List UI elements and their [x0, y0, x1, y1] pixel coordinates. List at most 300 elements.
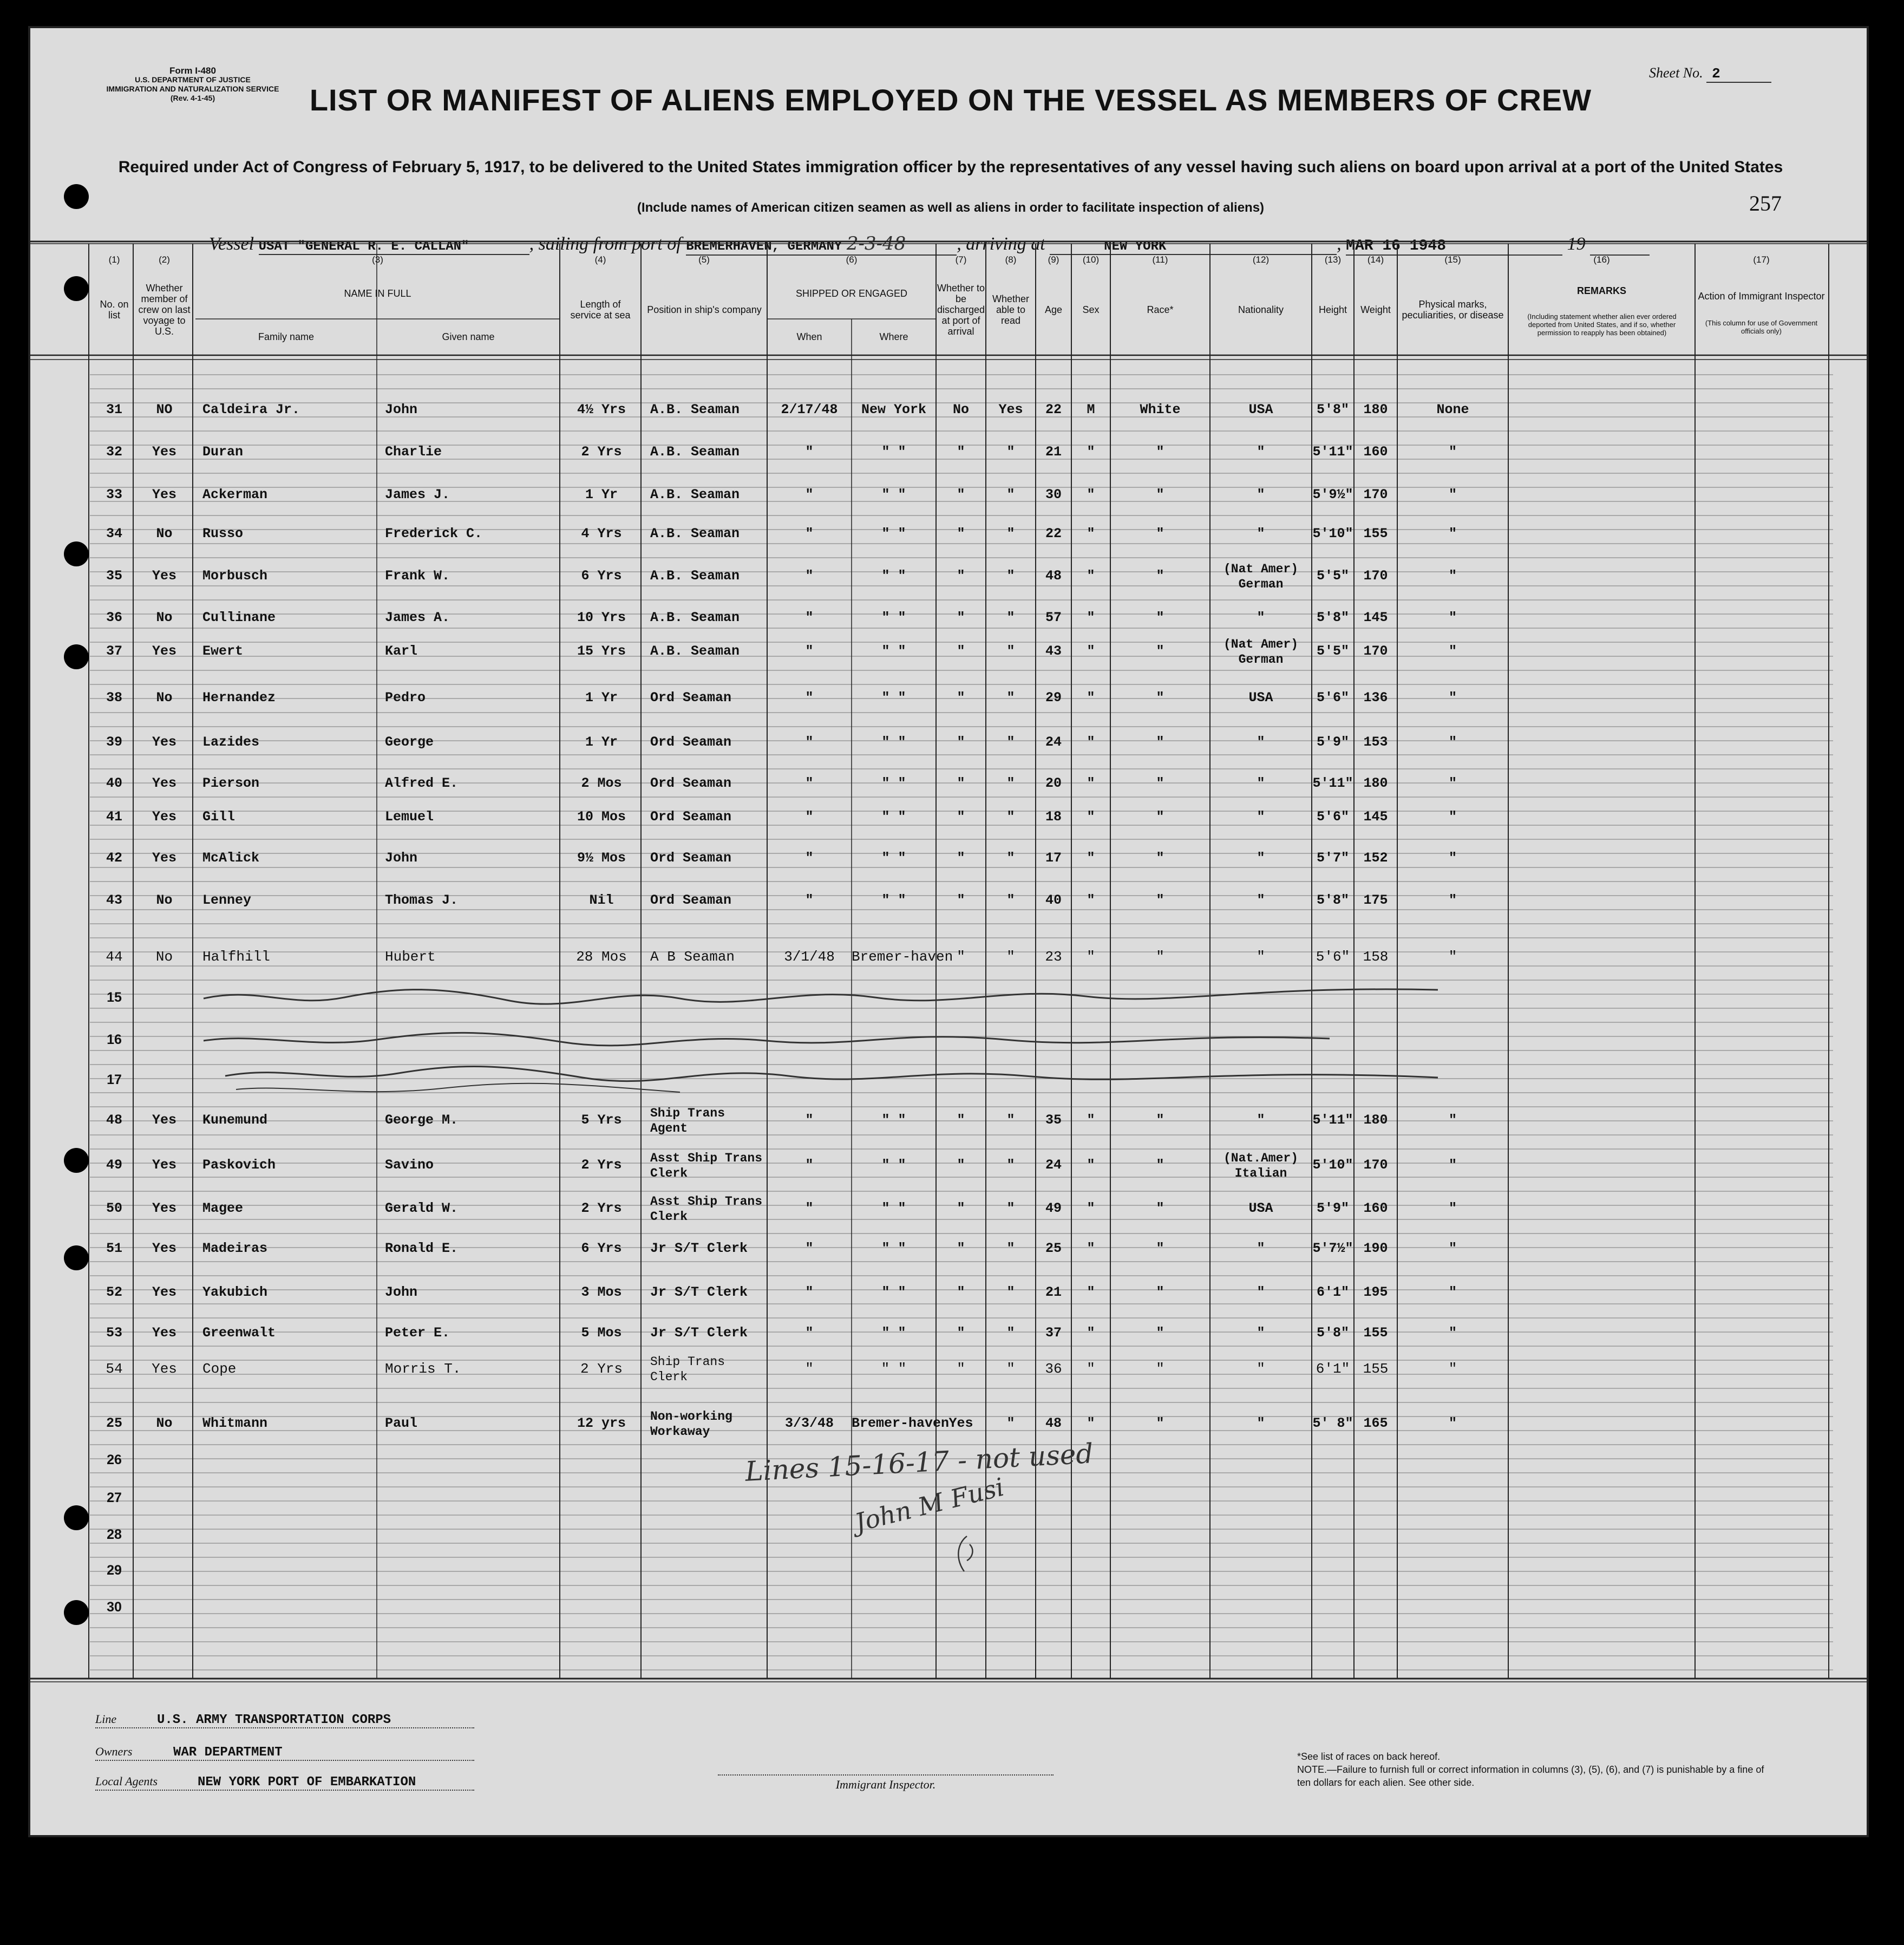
- cell-race: ": [1156, 1112, 1164, 1128]
- cell-no: 49: [106, 1157, 122, 1173]
- document-subnote: (Include names of American citizen seamen as well as aliens in order to facilitate inspection of aliens): [637, 200, 1265, 215]
- col-header-service: Length of service at sea: [570, 299, 631, 321]
- col-header-where: Where: [879, 331, 908, 342]
- cell-when: ": [805, 568, 814, 584]
- cell-marks: ": [1448, 487, 1457, 502]
- cell-sex: ": [1087, 568, 1095, 584]
- cell-given: John: [385, 402, 418, 417]
- cell-when: ": [805, 610, 814, 625]
- cell-discharged: ": [957, 610, 965, 625]
- cell-service: 6 Yrs: [581, 568, 622, 584]
- cell-weight: 160: [1363, 444, 1388, 460]
- cell-nationality: ": [1257, 734, 1265, 750]
- col-num: (14): [1367, 254, 1384, 265]
- cell-crew: Yes: [152, 1157, 176, 1173]
- cell-when: 3/3/48: [784, 1415, 834, 1431]
- col-num: (5): [698, 254, 710, 265]
- arriving-label: , arriving at: [957, 234, 1045, 254]
- cell-age: 49: [1045, 1200, 1062, 1216]
- cell-race: ": [1156, 1241, 1164, 1256]
- cancel-scribble: [204, 1033, 1330, 1046]
- cell-marks: ": [1448, 1241, 1457, 1256]
- cell-read: ": [1006, 775, 1015, 791]
- cell-position: Jr S/T Clerk: [650, 1241, 748, 1256]
- cell-read: ": [1006, 1361, 1015, 1377]
- cell-where: " ": [881, 487, 906, 502]
- cell-height: 5'8": [1316, 1325, 1349, 1341]
- col-num: (10): [1082, 254, 1100, 265]
- cell-family: Magee: [202, 1200, 244, 1216]
- footer-line-field: [95, 1712, 474, 1728]
- document-title: LIST OR MANIFEST OF ALIENS EMPLOYED ON THE VESSEL AS MEMBERS OF CREW: [309, 83, 1592, 117]
- cell-sex: ": [1087, 1200, 1095, 1216]
- cell-age: 43: [1045, 643, 1062, 659]
- cell-given: Savino: [385, 1157, 434, 1173]
- cell-read: ": [1006, 526, 1015, 541]
- cell-service: 3 Mos: [581, 1284, 622, 1300]
- col-num: (4): [594, 254, 606, 265]
- cell-service: 9½ Mos: [577, 850, 626, 866]
- cell-no: 30: [107, 1600, 122, 1615]
- cell-nationality: ": [1257, 526, 1265, 541]
- cell-given: George M.: [385, 1112, 459, 1128]
- cell-age: 30: [1045, 487, 1062, 502]
- cell-given: Gerald W.: [385, 1200, 459, 1216]
- cell-no: 42: [106, 850, 122, 866]
- cell-service: 2 Yrs: [581, 444, 622, 460]
- col-num: (13): [1324, 254, 1342, 265]
- col-num: (9): [1048, 254, 1059, 265]
- cell-where: " ": [881, 1157, 906, 1173]
- cell-nationality: ": [1257, 850, 1265, 866]
- cell-when: ": [805, 1241, 814, 1256]
- cell-read: ": [1006, 1284, 1015, 1300]
- cell-when: 2/17/48: [781, 402, 838, 417]
- cell-service: 1 Yr: [585, 487, 618, 502]
- cell-age: 29: [1045, 690, 1062, 706]
- cell-marks: ": [1448, 949, 1457, 965]
- cancel-scribble: [204, 989, 1438, 1004]
- cell-family: Duran: [202, 444, 244, 460]
- cell-read: ": [1006, 1200, 1015, 1216]
- footer-line-value: U.S. ARMY TRANSPORTATION CORPS: [157, 1713, 391, 1727]
- cell-height: 6'1": [1316, 1361, 1350, 1377]
- cell-age: 22: [1045, 402, 1062, 417]
- cell-discharged: ": [957, 690, 965, 706]
- cell-crew: Yes: [152, 1200, 176, 1216]
- cell-read: ": [1006, 734, 1015, 750]
- cell-where: " ": [881, 1241, 906, 1256]
- cell-nationality: ": [1257, 1325, 1265, 1341]
- cell-family: Cullinane: [202, 610, 276, 625]
- col-header-read: Whether able to read: [992, 293, 1030, 326]
- cell-discharged: ": [957, 775, 965, 791]
- cell-read: ": [1006, 1325, 1015, 1341]
- col-header-crew: Whether member of crew on last voyage to U.S.: [138, 283, 191, 337]
- cell-marks: ": [1448, 568, 1457, 584]
- cell-family: Paskovich: [202, 1157, 276, 1173]
- cell-weight: 180: [1363, 402, 1388, 417]
- cell-read: ": [1006, 1241, 1015, 1256]
- cell-discharged: ": [957, 526, 965, 541]
- cell-where: " ": [881, 444, 906, 460]
- cell-nationality: (Nat Amer) German: [1223, 637, 1299, 667]
- cell-weight: 170: [1363, 643, 1388, 659]
- col-num: (15): [1444, 254, 1461, 265]
- cell-no: 16: [107, 1032, 122, 1047]
- cell-no: 36: [106, 610, 122, 625]
- cell-crew: Yes: [152, 850, 176, 866]
- cell-where: New York: [861, 402, 927, 417]
- col-header-marks: Physical marks, peculiarities, or disease: [1402, 299, 1504, 321]
- form-id-line: IMMIGRATION AND NATURALIZATION SERVICE: [106, 84, 279, 93]
- cell-no: 44: [106, 949, 123, 965]
- cell-discharged: ": [957, 1241, 965, 1256]
- cell-family: Russo: [202, 526, 244, 541]
- cell-height: 5'11": [1312, 775, 1353, 791]
- cell-race: ": [1156, 949, 1164, 965]
- cell-family: Morbusch: [202, 568, 268, 584]
- cell-where: " ": [881, 775, 906, 791]
- cell-nationality: (Nat Amer) German: [1223, 562, 1299, 591]
- cell-no: 39: [106, 734, 122, 750]
- col-num: (6): [846, 254, 858, 265]
- cell-weight: 152: [1363, 850, 1388, 866]
- col-num: (7): [955, 254, 967, 265]
- cell-position: A B Seaman: [650, 949, 735, 965]
- cell-sex: ": [1087, 610, 1095, 625]
- cell-weight: 155: [1363, 1361, 1389, 1377]
- cell-crew: Yes: [152, 809, 176, 825]
- cell-when: ": [805, 1200, 814, 1216]
- cell-height: 5'9": [1316, 1200, 1349, 1216]
- inspector-signature-line: [718, 1774, 1054, 1792]
- cell-read: ": [1006, 1415, 1015, 1431]
- sheet-number-label: Sheet No.: [1649, 65, 1703, 81]
- cell-age: 24: [1045, 734, 1062, 750]
- cell-crew: Yes: [152, 444, 176, 460]
- col-header-action-note: (This column for use of Government officials only): [1705, 319, 1818, 335]
- sailing-date-handwritten: 2-3-48: [846, 233, 906, 254]
- col-header-action: Action of Immigrant Inspector: [1698, 291, 1825, 302]
- cell-family: McAlick: [202, 850, 260, 866]
- vessel-line: Vessel USAT "GENERAL R. E. CALLAN" , sailing from port of BREMERHAVEN, GERMANY 2-3-48 , arriving at NEW YORK , MAR 16 1948 19: [209, 233, 1650, 256]
- cell-sex: ": [1087, 734, 1095, 750]
- cell-when: ": [805, 1284, 814, 1300]
- cell-service: 2 Mos: [581, 775, 622, 791]
- col-header-race: Race*: [1147, 304, 1174, 315]
- cell-no: 41: [106, 809, 122, 825]
- cell-race: ": [1156, 734, 1164, 750]
- cell-no: 27: [107, 1490, 122, 1505]
- cell-marks: ": [1448, 526, 1457, 541]
- cell-marks: ": [1448, 734, 1457, 750]
- footer-owners-label: Owners: [95, 1745, 133, 1758]
- cell-read: ": [1006, 690, 1015, 706]
- cell-age: 24: [1045, 1157, 1062, 1173]
- cell-weight: 170: [1363, 568, 1388, 584]
- col-header-shipped: SHIPPED OR ENGAGED: [795, 288, 908, 299]
- cell-where: Bremer-haven: [852, 1415, 950, 1431]
- cell-marks: ": [1448, 1200, 1457, 1216]
- cell-position: A.B. Seaman: [650, 402, 740, 417]
- cell-height: 5'6": [1316, 809, 1349, 825]
- cell-when: ": [805, 526, 814, 541]
- cell-age: 40: [1045, 892, 1062, 908]
- cell-when: ": [805, 643, 814, 659]
- cell-discharged: ": [957, 734, 965, 750]
- cell-given: Lemuel: [385, 809, 434, 825]
- cell-height: 5'10": [1312, 1157, 1353, 1173]
- cell-no: 35: [106, 568, 122, 584]
- cell-marks: ": [1448, 775, 1457, 791]
- col-header-discharged: Whether to be discharged at port of arrival: [937, 283, 985, 337]
- cell-position: Asst Ship Trans Clerk: [650, 1195, 763, 1224]
- cell-when: ": [805, 809, 814, 825]
- cell-race: ": [1156, 1361, 1164, 1377]
- year-label: 19: [1567, 234, 1586, 254]
- cell-nationality: ": [1257, 949, 1265, 965]
- cell-no: 17: [107, 1072, 122, 1087]
- cell-read: ": [1006, 949, 1015, 965]
- sailing-label: , sailing from port of: [529, 234, 682, 254]
- cell-weight: 160: [1363, 1200, 1388, 1216]
- cell-no: 31: [106, 402, 122, 417]
- cell-race: ": [1156, 892, 1164, 908]
- cell-no: 38: [106, 690, 122, 706]
- cell-given: George: [385, 734, 434, 750]
- cell-race: ": [1156, 690, 1164, 706]
- cell-no: 43: [106, 892, 122, 908]
- col-header-sex: Sex: [1082, 304, 1100, 315]
- cell-when: ": [805, 892, 814, 908]
- cell-weight: 195: [1363, 1284, 1388, 1300]
- col-num: (16): [1593, 254, 1610, 265]
- cell-given: James J.: [385, 487, 450, 502]
- cell-height: 5'8": [1316, 402, 1349, 417]
- cell-service: 2 Yrs: [581, 1200, 622, 1216]
- cell-sex: ": [1087, 850, 1095, 866]
- cancel-scribble: [225, 1067, 1438, 1081]
- cell-race: ": [1156, 444, 1164, 460]
- cell-position: Ship Trans Agent: [650, 1106, 725, 1135]
- cell-position: Ord Seaman: [650, 775, 732, 791]
- cell-read: ": [1006, 487, 1015, 502]
- cell-crew: No: [156, 526, 173, 541]
- cell-family: Lazides: [202, 734, 260, 750]
- cell-discharged: ": [957, 1361, 965, 1377]
- cell-when: ": [805, 1157, 814, 1173]
- punch-hole-icon: [64, 184, 89, 209]
- cell-age: 37: [1045, 1325, 1062, 1341]
- cell-nationality: ": [1257, 1361, 1265, 1377]
- cell-marks: ": [1448, 809, 1457, 825]
- col-header-position: Position in ship's company: [647, 304, 762, 315]
- cell-nationality: ": [1257, 444, 1265, 460]
- cell-service: 4 Yrs: [581, 526, 622, 541]
- cell-position: Jr S/T Clerk: [650, 1284, 748, 1300]
- cell-sex: ": [1087, 1241, 1095, 1256]
- cell-where: " ": [881, 850, 906, 866]
- cell-family: Gill: [202, 809, 235, 825]
- cell-race: ": [1156, 526, 1164, 541]
- cell-when: ": [805, 1325, 814, 1341]
- col-header-family-name: Family name: [258, 331, 315, 342]
- col-header-name: NAME IN FULL: [344, 288, 411, 299]
- cell-when: 3/1/48: [784, 949, 835, 965]
- cell-discharged: ": [957, 643, 965, 659]
- cell-service: 1 Yr: [585, 690, 618, 706]
- cell-crew: No: [156, 892, 173, 908]
- cell-marks: ": [1448, 1284, 1457, 1300]
- cell-nationality: USA: [1248, 1200, 1273, 1216]
- form-id-line: Form I-480: [169, 66, 216, 76]
- stamp-number: 257: [1749, 191, 1782, 216]
- cell-no: 51: [106, 1241, 122, 1256]
- cell-where: " ": [881, 734, 906, 750]
- cancel-scribbles: [30, 28, 1869, 1837]
- cell-when: ": [805, 690, 814, 706]
- cell-given: Peter E.: [385, 1325, 450, 1341]
- manifest-sheet: [28, 26, 1869, 1837]
- col-header-height: Height: [1318, 304, 1347, 315]
- cell-nationality: ": [1257, 1415, 1265, 1431]
- cell-race: ": [1156, 1157, 1164, 1173]
- cell-height: 5'7½": [1312, 1241, 1353, 1256]
- cell-sex: ": [1087, 643, 1095, 659]
- cell-age: 18: [1045, 809, 1062, 825]
- cell-service: 2 Yrs: [581, 1157, 622, 1173]
- document-subtitle: Required under Act of Congress of February 5, 1917, to be delivered to the United States immigration officer by the representatives of any vessel having such aliens on board upon arrival at a port of the United States: [118, 158, 1783, 176]
- cell-given: Karl: [385, 643, 418, 659]
- cell-race: ": [1156, 568, 1164, 584]
- col-num: (1): [108, 254, 120, 265]
- cell-when: ": [805, 775, 814, 791]
- cell-discharged: ": [957, 1200, 965, 1216]
- cell-weight: 180: [1363, 1112, 1388, 1128]
- cell-read: ": [1006, 850, 1015, 866]
- cell-nationality: (Nat.Amer) Italian: [1223, 1151, 1299, 1180]
- cell-service: 6 Yrs: [581, 1241, 622, 1256]
- footer-agents-value: NEW YORK PORT OF EMBARKATION: [198, 1775, 416, 1790]
- punch-hole-icon: [64, 1148, 89, 1173]
- cell-weight: 190: [1363, 1241, 1388, 1256]
- cell-where: " ": [881, 1200, 906, 1216]
- handwritten-note: Lines 15-16-17 - not used: [744, 1438, 1094, 1487]
- punch-hole-icon: [64, 644, 89, 669]
- cell-sex: ": [1087, 526, 1095, 541]
- punch-hole-icon: [64, 541, 89, 566]
- cell-marks: ": [1448, 1361, 1457, 1377]
- cell-marks: ": [1448, 1112, 1457, 1128]
- cell-crew: No: [156, 690, 173, 706]
- cell-no: 52: [106, 1284, 122, 1300]
- cell-age: 35: [1045, 1112, 1062, 1128]
- col-num: (3): [372, 254, 383, 265]
- cell-crew: Yes: [152, 568, 176, 584]
- col-num: (12): [1252, 254, 1270, 265]
- cell-when: ": [805, 850, 814, 866]
- cell-no: 25: [106, 1415, 122, 1431]
- footer-agents-label: Local Agents: [95, 1774, 158, 1788]
- form-id-line: U.S. DEPARTMENT OF JUSTICE: [135, 75, 251, 84]
- cell-race: ": [1156, 1200, 1164, 1216]
- cell-age: 17: [1045, 850, 1062, 866]
- sheet-number-value: 2: [1706, 66, 1771, 83]
- cell-sex: M: [1087, 402, 1095, 417]
- arrival-date-stamp: MAR 16 1948: [1346, 238, 1562, 256]
- cell-marks: ": [1448, 1325, 1457, 1341]
- cell-no: 53: [106, 1325, 122, 1341]
- col-header-remarks: REMARKS: [1576, 285, 1626, 296]
- cell-where: Bremer-haven: [852, 949, 953, 965]
- punch-hole-icon: [64, 1245, 89, 1270]
- cell-given: Ronald E.: [385, 1241, 459, 1256]
- col-num: (2): [159, 254, 170, 265]
- cell-no: 37: [106, 643, 122, 659]
- cell-weight: 153: [1363, 734, 1388, 750]
- cell-age: 22: [1045, 526, 1062, 541]
- cell-height: 5'5": [1316, 643, 1349, 659]
- cell-marks: ": [1448, 444, 1457, 460]
- cell-height: 6'1": [1316, 1284, 1349, 1300]
- cell-when: ": [805, 487, 814, 502]
- cell-service: 10 Mos: [577, 809, 626, 825]
- footer-owners-field: [95, 1745, 474, 1761]
- cell-family: Caldeira Jr.: [202, 402, 300, 417]
- cell-position: Ord Seaman: [650, 850, 732, 866]
- cell-age: 21: [1045, 1284, 1062, 1300]
- cell-where: " ": [881, 568, 906, 584]
- vessel-label: Vessel: [209, 234, 254, 254]
- cell-nationality: ": [1257, 487, 1265, 502]
- cell-no: 34: [106, 526, 122, 541]
- sailing-port: BREMERHAVEN, GERMANY: [686, 239, 842, 254]
- cell-nationality: ": [1257, 1112, 1265, 1128]
- cell-no: 54: [106, 1361, 123, 1377]
- cell-marks: ": [1448, 1157, 1457, 1173]
- cell-given: Alfred E.: [385, 775, 459, 791]
- cell-sex: ": [1087, 949, 1095, 965]
- col-num: (8): [1005, 254, 1017, 265]
- inspector-label: Immigrant Inspector.: [835, 1778, 936, 1791]
- cell-sex: ": [1087, 1157, 1095, 1173]
- cell-no: 26: [107, 1452, 122, 1467]
- cell-where: " ": [881, 690, 906, 706]
- cell-sex: ": [1087, 892, 1095, 908]
- cell-sex: ": [1087, 809, 1095, 825]
- col-header-nationality: Nationality: [1238, 304, 1284, 315]
- cell-weight: 145: [1363, 809, 1388, 825]
- cell-service: 4½ Yrs: [577, 402, 626, 417]
- cell-where: " ": [881, 526, 906, 541]
- cell-nationality: ": [1257, 809, 1265, 825]
- cell-where: " ": [881, 1325, 906, 1341]
- cell-discharged: ": [957, 444, 965, 460]
- cell-race: ": [1156, 487, 1164, 502]
- cell-no: 40: [106, 775, 122, 791]
- cell-race: ": [1156, 610, 1164, 625]
- cell-race: White: [1140, 402, 1181, 417]
- cell-when: ": [805, 734, 814, 750]
- col-header-age: Age: [1044, 304, 1063, 315]
- cell-family: Yakubich: [202, 1284, 268, 1300]
- cell-position: Jr S/T Clerk: [650, 1325, 748, 1341]
- cell-height: 5'6": [1316, 690, 1349, 706]
- cell-no: 29: [107, 1563, 122, 1578]
- cell-height: 5'10": [1312, 526, 1353, 541]
- col-header-when: When: [796, 331, 822, 342]
